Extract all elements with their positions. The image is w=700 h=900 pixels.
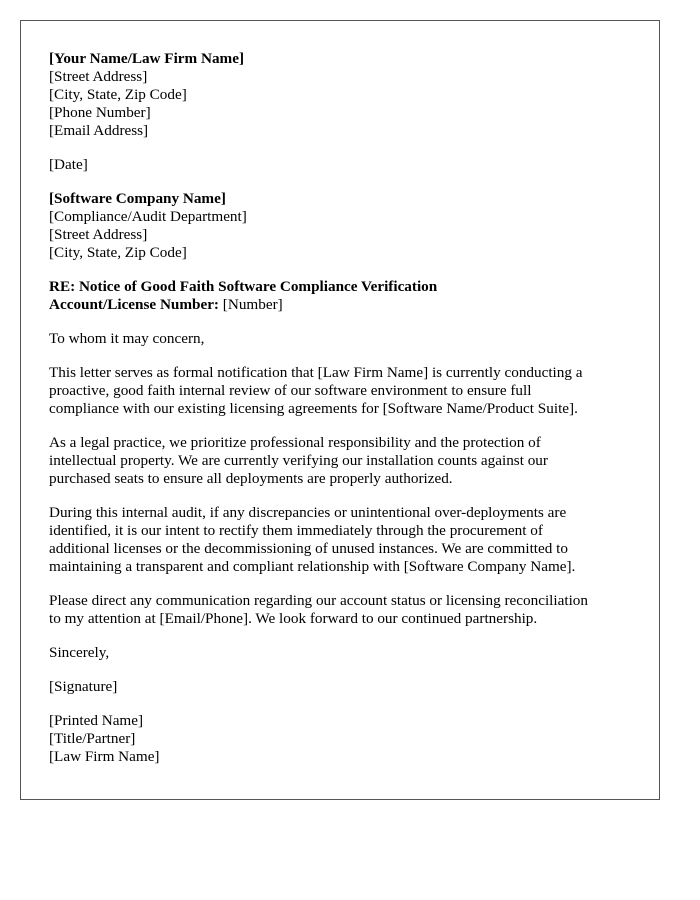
recipient-street: [Street Address] (49, 226, 148, 243)
account-line (49, 296, 631, 314)
paragraph-line: identified, it is our intent to rectify them immediately through the procurement of (49, 522, 543, 539)
signature (49, 678, 631, 696)
body-paragraph-4 (49, 592, 631, 628)
subject-line: RE: Notice of Good Faith Software Compliance Verification (49, 278, 438, 295)
paragraph-line: proactive, good faith internal review of our software environment to ensure full (49, 382, 532, 399)
paragraph-line: maintaining a transparent and compliant relationship with [Software Company Name]. (49, 558, 576, 575)
signer-firm: [Law Firm Name] (49, 748, 160, 765)
paragraph-line: Please direct any communication regarding our account status or licensing reconciliation (49, 592, 588, 609)
date-block (49, 156, 631, 174)
sender-street: [Street Address] (49, 68, 148, 85)
sender-name: [Your Name/Law Firm Name] (49, 50, 245, 67)
letter-date: [Date] (49, 156, 88, 173)
letter-page (20, 20, 660, 800)
paragraph-line: purchased seats to ensure all deployments are properly authorized. (49, 470, 453, 487)
subject-block (49, 278, 631, 314)
recipient-block (49, 190, 631, 262)
recipient-company: [Software Company Name] (49, 190, 226, 207)
printed-name: [Printed Name] (49, 712, 144, 729)
closing-text: Sincerely, (49, 644, 110, 661)
paragraph-line: During this internal audit, if any discrepancies or unintentional over-deployments are (49, 504, 567, 521)
sender-phone: [Phone Number] (49, 104, 151, 121)
sender-email: [Email Address] (49, 122, 149, 139)
paragraph-line: compliance with our existing licensing agreements for [Software Name/Product Suite]. (49, 400, 578, 417)
signoff-block (49, 712, 631, 766)
recipient-department: [Compliance/Audit Department] (49, 208, 247, 225)
account-value: [Number] (222, 296, 283, 313)
paragraph-line: to my attention at [Email/Phone]. We look forward to our continued partnership. (49, 610, 538, 627)
recipient-city: [City, State, Zip Code] (49, 244, 187, 261)
paragraph-line: This letter serves as formal notification that [Law Firm Name] is currently conducting a (49, 364, 583, 381)
salutation (49, 330, 631, 348)
signer-title: [Title/Partner] (49, 730, 136, 747)
salutation-text: To whom it may concern, (49, 330, 205, 347)
paragraph-line: intellectual property. We are currently verifying our installation counts against our (49, 452, 548, 469)
paragraph-line: As a legal practice, we prioritize professional responsibility and the protection of (49, 434, 541, 451)
sender-city: [City, State, Zip Code] (49, 86, 187, 103)
paragraph-line: additional licenses or the decommissioning of unused instances. We are committed to (49, 540, 568, 557)
body-paragraph-2 (49, 434, 631, 488)
body-paragraph-3 (49, 504, 631, 576)
body-paragraph-1 (49, 364, 631, 418)
account-label: Account/License Number: (49, 296, 219, 313)
closing (49, 644, 631, 662)
signature-text: [Signature] (49, 678, 118, 695)
sender-block (49, 50, 631, 140)
